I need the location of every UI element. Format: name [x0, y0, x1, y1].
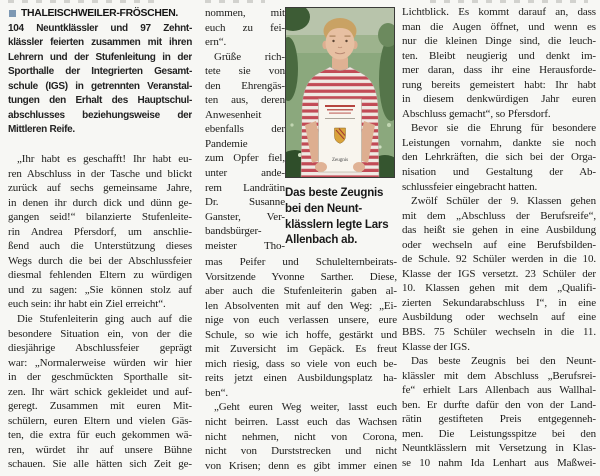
- text-line: Ganster, Ver-: [205, 210, 285, 223]
- text-line: euch zu fei-: [205, 21, 285, 34]
- text-line: abschlusses beziehungsweise der: [8, 109, 192, 121]
- text-line: aber auch die Stufenleiterin gaben al-: [205, 285, 397, 298]
- text-line: Dr. Susanne: [205, 196, 285, 209]
- text-line: Leistungen vornahm, dankte sie noch: [402, 136, 596, 149]
- text-line: euch sein: ihr habt ein Ziel erreicht“.: [8, 298, 166, 311]
- dateline-label: THALEISCHWEILER-FRÖSCHEN.: [21, 8, 179, 19]
- text-line: Lehrern und der Stufenleitung in der: [8, 51, 192, 63]
- text-line: ebenfalls der: [205, 123, 285, 136]
- text-line: zurück auf sechs gemeinsame Jahre,: [8, 182, 192, 195]
- text-line: mit dem „Abschluss der Berufsreife“,: [402, 209, 596, 222]
- column-4: [402, 5, 596, 471]
- text-line: rem Landrätin: [205, 181, 285, 194]
- text-line: ren, würdet ihr auf unsere Bühne: [8, 443, 192, 456]
- column-1-body: [8, 152, 192, 472]
- text-line: den Lehrkräften, die sich bei der Orga-: [402, 151, 596, 164]
- text-line: de Schule. 92 Schüler werden in die 10.: [402, 253, 596, 266]
- dateline-square-icon: [9, 10, 16, 17]
- text-line: Klasse der IGS.: [402, 340, 470, 353]
- text-line: besondere Situation ein, von der die: [8, 327, 192, 340]
- text-line: man die Augen öffnet, und wenn es: [402, 20, 596, 33]
- cropped-line-fragment: [8, 0, 158, 3]
- text-line: 10. Klassen gehen mit dem „Qualifi-: [402, 282, 596, 295]
- text-line: in denen ihr durch dick und dünn ge-: [8, 196, 192, 209]
- text-line: men. Die Leistungsspitze bei den: [402, 427, 596, 440]
- text-line: tungen den Erhalt des Hauptschul-: [8, 95, 192, 107]
- text-line: nicht nehmen, nicht von Corona,: [205, 430, 397, 443]
- text-line: meister Tho-: [205, 239, 285, 252]
- text-line: reits jetzt einen Ausbildungsplatz ha-: [205, 372, 397, 385]
- text-line: Klasse der IGS versetzt. 23 Schüler der: [402, 267, 596, 280]
- text-line: von Krisen; denn es gibt immer einen: [205, 459, 397, 472]
- text-line: Zwölf Schüler der 9. Klassen gehen: [411, 195, 596, 208]
- text-line: diesmal fehlenden Eltern zu würdigen: [8, 269, 192, 282]
- text-line: Pandemie: [205, 137, 248, 150]
- text-line: in der geschmückten Sporthalle sit-: [8, 371, 192, 384]
- text-line: „Geht euren Weg weiter, lasst euch: [214, 401, 397, 414]
- text-line: geregt. Zusammen mit euren Mit-: [8, 400, 192, 413]
- text-line: gangen seid!“ bilanzierte Stufenleite-: [8, 211, 192, 224]
- text-line: Lichtblick. Es kommt darauf an, dass: [402, 6, 596, 18]
- certificate: [319, 99, 362, 172]
- text-line: Allenbach ab.: [285, 234, 358, 247]
- text-line: oder wechseln auf eine Berufsbilden-: [402, 238, 596, 251]
- text-line: ten aus, deren: [205, 94, 285, 107]
- text-line: BBS. 75 Schüler wechseln in die 11.: [402, 326, 596, 339]
- text-line: schülern, euren Eltern und vielen Gäs-: [8, 414, 192, 427]
- text-line: Wegs durch die bei der Abschlussfeier: [8, 254, 192, 267]
- text-line: Schule, so wie ich hoffe, gestärkt und: [205, 328, 397, 341]
- column-2-3-wide: [205, 255, 397, 473]
- text-line: schlussfeier eingebracht hatten.: [402, 180, 538, 193]
- text-line: Vorsitzende Yvonne Sarther. Diese,: [205, 270, 397, 283]
- text-line: nicht von Durststrecken und nicht: [205, 445, 397, 458]
- text-line: zum Opfer fiel,: [205, 152, 285, 165]
- text-line: unter ande-: [205, 167, 285, 180]
- text-line: klässlern legte Lars: [285, 218, 389, 231]
- photo-lars-allenbach: [285, 7, 395, 178]
- text-line: „Ihr habt es geschafft! Ihr habt eu-: [17, 153, 192, 165]
- photo-illustration: [285, 7, 395, 178]
- text-line: se 10 nahm Ida Lenhart aus Maßwei-: [402, 456, 596, 469]
- text-line: Neuntklässlern mit Versetzung in Klas-: [402, 442, 596, 455]
- cropped-line-fragment: [430, 0, 588, 3]
- text-line: Mittleren Reife.: [8, 124, 75, 136]
- text-line: Anwesenheit: [205, 108, 262, 121]
- text-line: das heißt sie gehen in eine Ausbildung: [402, 224, 596, 237]
- text-line: diesjährige Abschlussfeier geprägt: [8, 342, 192, 355]
- text-line: nur die kleinen Dinge sind, die leuch-: [402, 35, 596, 48]
- text-line: zierten Sekundarabschluss I“, in eine: [402, 296, 596, 309]
- text-line: Grüße rich-: [214, 50, 285, 63]
- text-line: in diesem denkwürdigen Jahr euren: [402, 93, 596, 106]
- text-line: den Ehrengäs-: [205, 79, 285, 92]
- text-line: ben“.: [205, 386, 229, 399]
- text-line: schauen. Sie alle hätten sich Zeit ge-: [8, 458, 192, 471]
- text-line: bei den Neunt-: [285, 202, 363, 215]
- text-line: nicht beirren. Lasst euch das Wachsen: [205, 416, 397, 429]
- text-line: nisation und Gestaltung der Ab-: [402, 166, 596, 179]
- text-line: rung bereits gemeistert habt: Ihr habt: [402, 78, 596, 91]
- text-line: mas Peifer und Schulelternbeirats-: [205, 256, 397, 268]
- text-line: Das beste Zeugnis: [285, 187, 384, 199]
- text-line: rin Andrea Pfersdorf, um anschlie-: [8, 225, 192, 238]
- text-line: rätin gestifteten Preis entgegenneh-: [402, 413, 596, 426]
- photo-caption: [285, 186, 393, 249]
- lead-paragraph: [8, 22, 192, 138]
- text-line: Abschluss gemacht“, so Pfersdorf.: [402, 107, 551, 120]
- text-line: klässler mit dem Abschluss „Berufsrei-: [402, 369, 596, 382]
- text-line: mer daran, dass ihr eine Herausforde-: [402, 64, 596, 77]
- text-line: 104 Neuntklässler und 97 Zehnt-: [8, 22, 192, 34]
- text-line: ern“.: [205, 36, 227, 49]
- text-line: bandsbürger-: [205, 225, 262, 238]
- text-line: und zu sagen: „Sie können stolz auf: [8, 283, 192, 296]
- text-line: len Absolventen mit auf den Weg: „Ei-: [205, 299, 397, 312]
- text-line: fe“ erhielt Lars Allenbach aus Wallhal-: [402, 384, 596, 397]
- text-line: schule (IGS) in getrennten Veranstal-: [8, 80, 192, 92]
- text-line: Die Stufenleiterin ging auch auf die: [17, 313, 192, 326]
- text-line: ßend auch die Unterstützung dieses: [8, 240, 192, 253]
- certificate-title-text: Zeugnis: [331, 158, 349, 163]
- text-line: ren Abschluss in der Tasche und blickt: [8, 167, 192, 180]
- text-line: ben. Er durfte dafür den von der Land-: [402, 398, 596, 411]
- text-line: zen. Ihr wärt schick gekleidet und auf-: [8, 385, 192, 398]
- text-line: war: „Normalerweise würden wir hier: [8, 356, 192, 369]
- text-line: ten, die extra für euch gekommen wä-: [8, 429, 192, 442]
- text-line: Ausbildung oder wechseln auf eine: [402, 311, 596, 324]
- text-line: mit Zuversicht im Gepäck. Es freut: [205, 343, 397, 356]
- text-line: nige von euch verlassen unsere, eure: [205, 314, 397, 327]
- cropped-line-fragment: [205, 0, 265, 3]
- text-line: Das beste Zeugnis bei den Neunt-: [411, 355, 596, 368]
- text-line: ten. Bleibt neugierig und denkt im-: [402, 49, 596, 62]
- text-line: klässler feierten zusammen mit ihren: [8, 37, 192, 49]
- text-line: nommen, mit: [205, 7, 285, 19]
- column-2-narrow: [205, 6, 285, 253]
- column-1-lead: [8, 7, 192, 138]
- text-line: Bevor sie die Ehrung für besondere: [411, 122, 596, 135]
- text-line: tete sie von: [205, 65, 285, 78]
- dateline: [8, 7, 192, 22]
- text-line: mich riesig, dass so viele von euch be-: [205, 357, 397, 370]
- text-line: Sporthalle der Integrierten Gesamt-: [8, 66, 192, 78]
